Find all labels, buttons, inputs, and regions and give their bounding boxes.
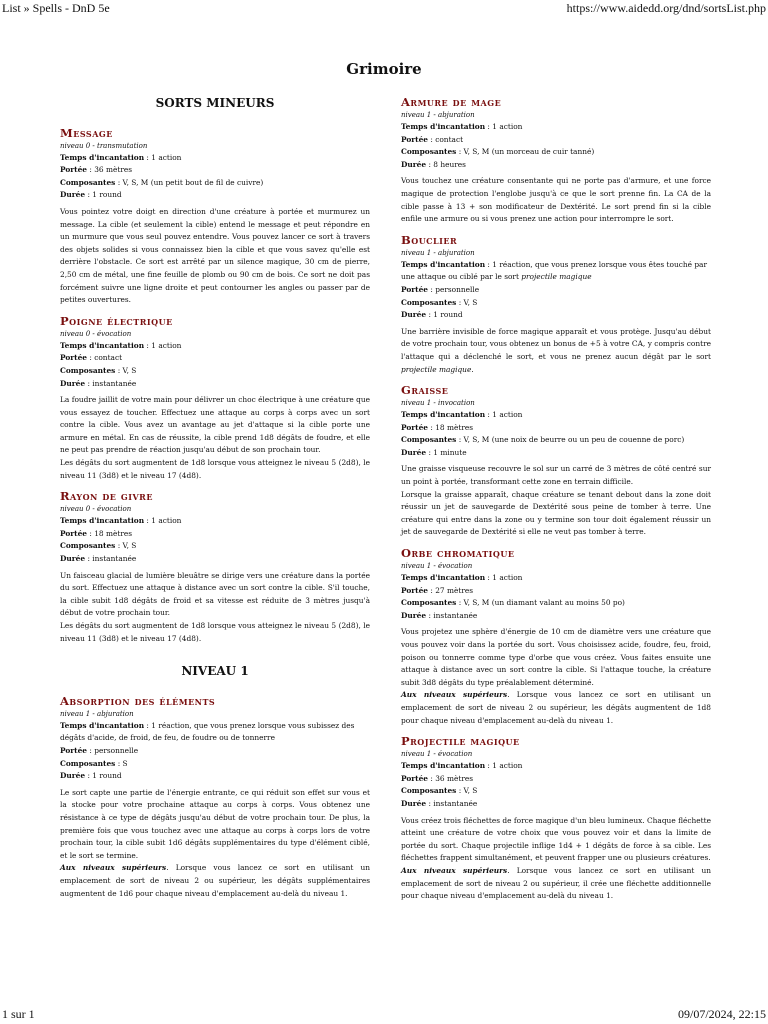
header-page-title: List » Spells - DnD 5e (2, 1, 110, 15)
left-column (60, 95, 370, 907)
spell-duration: Durée : instantanée (401, 610, 478, 620)
header-url: https://www.aidedd.org/dnd/sortsList.php (566, 1, 766, 15)
spell-level: niveau 0 - évocation (60, 505, 132, 514)
spell-card (401, 546, 711, 727)
spell-level: niveau 1 - évocation (401, 562, 473, 571)
spell-casting-time: Temps d'incantation : 1 action (60, 340, 182, 350)
spell-name[interactable]: Bouclier (401, 232, 458, 247)
spell-casting-time: Temps d'incantation : 1 action (401, 122, 523, 131)
spell-card (401, 95, 711, 226)
spell-range: Portée : contact (60, 353, 123, 363)
spell-duration: Durée : instantanée (401, 798, 478, 808)
spell-range: Portée : 18 mètres (401, 422, 474, 432)
spell-higher-levels: Aux niveaux supérieurs. Lorsque vous lancez ce sort en utilisant un emplacement de sort de niveau 2 ou supérieur, les dégâts augmentent de 1d8 pour chaque niveau d'emplacement au-delà du niveau 1. (401, 690, 711, 725)
spell-name[interactable]: Absorption des éléments (60, 693, 216, 708)
spell-components: Composantes : V, S, M (un diamant valant au moins 50 po) (401, 598, 625, 608)
spell-casting-time: Temps d'incantation : 1 action (401, 410, 523, 420)
spell-duration: Durée : 8 heures (401, 159, 466, 169)
spell-components: Composantes : V, S (60, 541, 137, 551)
spell-higher-levels: Aux niveaux supérieurs. Lorsque vous lancez ce sort en utilisant un emplacement de sort de niveau 2 ou supérieur, il crée une fléchette additionnelle pour chaque niveau d'emplacement au-delà du niveau 1. (401, 865, 711, 901)
spell-name[interactable]: Graisse (401, 383, 449, 398)
spell-components: Composantes : V, S (401, 297, 478, 307)
spell-description: Vous créez trois fléchettes de force magique d'un bleu lumineux. Chaque fléchette atteint une créature de votre choix que vous pouvez voir et dans la limite de portée du sort. Chaque projectile inflige 1d4 + 1 dégâts de force à sa cible. Les fléchettes frappent simultanément, et peuvent frapper une ou plusieurs créatures. (401, 815, 711, 863)
spell-components: Composantes : V, S (60, 365, 137, 375)
print-footer (0, 1006, 768, 1024)
spell-components: Composantes : S (60, 758, 128, 768)
spell-level: niveau 1 - évocation (401, 750, 473, 759)
spell-casting-time: Temps d'incantation : 1 action (60, 152, 182, 162)
spell-casting-time: Temps d'incantation : 1 action (401, 761, 523, 771)
spell-card (401, 233, 711, 376)
spell-higher-levels: Aux niveaux supérieurs. Lorsque vous lancez ce sort en utilisant un emplacement de sort de niveau 2 ou supérieur, les dégâts supplémentaires augmentent de 1d6 pour chaque niveau d'emplacement au-delà du niveau 1. (60, 863, 370, 898)
spell-name[interactable]: Message (60, 125, 113, 140)
spell-card (401, 734, 711, 903)
spell-description: Vous pointez votre doigt en direction d'une créature à portée et murmurez un message. La cible (et seulement la cible) entend le message et peut répondre en un murmure que vous seul pouvez entendre. Vous pouvez lancer ce sort à travers des objets solides si vous connaissez bien la cible et que vous savez qu'elle est derrière l'obstacle. Ce sort est arrêté par un silence magique, 30 cm de pierre, 2,50 cm de métal, une fine feuille de plomb ou 90 cm de bois. Ce sort ne doit pas forcément suivre une ligne droite et peut contourner les angles ou passer par de petites ouvertures. (60, 206, 370, 305)
spell-level: niveau 1 - invocation (401, 399, 475, 408)
spell-duration: Durée : 1 round (401, 310, 463, 320)
right-column (401, 95, 711, 910)
spell-description-continued: Lorsque la graisse apparaît, chaque créature se tenant debout dans la zone doit réussir un jet de sauvegarde de Dextérité sous peine de tomber à terre. Une créature qui entre dans la zone ou y termine son tour doit également réussir un jet de sauvegarde de Dextérité si elle ne veut pas tomber à terre. (401, 489, 711, 537)
section-heading-cantrips: SORTS MINEURS (155, 96, 275, 110)
spell-range: Portée : 27 mètres (401, 585, 474, 595)
spell-card (60, 489, 370, 645)
spell-level: niveau 0 - transmutation (60, 141, 148, 150)
spell-duration: Durée : 1 minute (401, 447, 467, 457)
spell-duration: Durée : instantanée (60, 554, 137, 564)
section-heading-level-1: NIVEAU 1 (181, 664, 249, 679)
spell-casting-time: Temps d'incantation : 1 action (60, 516, 182, 526)
spell-casting-time: Temps d'incantation : 1 réaction, que vous prenez lorsque vous êtes touché par une attaque ou ciblé par le sort projectile magique (401, 259, 707, 282)
spell-duration: Durée : instantanée (60, 378, 137, 388)
spell-level: niveau 1 - abjuration (401, 111, 475, 119)
page-title: Grimoire (346, 60, 422, 78)
spell-range: Portée : personnelle (401, 284, 480, 294)
spell-description-scaling: Les dégâts du sort augmentent de 1d8 lorsque vous atteignez le niveau 5 (2d8), le niveau 11 (3d8) et le niveau 17 (4d8). (60, 621, 370, 643)
page-number: 1 sur 1 (2, 1007, 35, 1021)
spell-name[interactable]: Poigne électrique (60, 313, 173, 328)
spell-range: Portée : 36 mètres (401, 773, 474, 783)
spell-level: niveau 0 - évocation (60, 329, 132, 338)
spell-description: Une barrière invisible de force magique apparaît et vous protège. Jusqu'au début de votre prochain tour, vous obtenez un bonus de +5 à votre CA, y compris contre l'attaque qui a déclenché le sort, et vous ne prenez aucun dégât par le sort projectile magique. (401, 326, 711, 374)
spell-card (60, 314, 370, 483)
spell-duration: Durée : 1 round (60, 771, 122, 781)
spell-card (60, 694, 370, 900)
spell-card (401, 383, 711, 539)
spell-description: Vous touchez une créature consentante qui ne porte pas d'armure, et une force magique de protection l'englobe jusqu'à ce que le sort prenne fin. La CA de la cible passe à 13 + son modificateur de Dextérité. Le sort prend fin si la cible enfile une armure ou si vous prenez une action pour interrompre le sort. (401, 176, 711, 224)
spell-casting-time: Temps d'incantation : 1 action (401, 573, 523, 583)
spell-name[interactable]: Armure de mage (401, 95, 502, 109)
spell-description: Une graisse visqueuse recouvre le sol sur un carré de 3 mètres de côté centré sur un point à portée, transformant cette zone en terrain difficile. (401, 464, 711, 487)
spell-level: niveau 1 - abjuration (401, 248, 475, 257)
spell-name[interactable]: Rayon de givre (60, 489, 153, 504)
spell-description: Le sort capte une partie de l'énergie entrante, ce qui réduit son effet sur vous et la stocke pour votre prochaine attaque au corps à corps. Vous obtenez une résistance à ce type de dégâts jusqu'au début de votre prochain tour. De plus, la première fois que vous touchez avec une attaque au corps à corps lors de votre prochain tour, la cible subit 1d6 dégâts supplémentaires du type d'élément ciblé, et le sort se termine. (60, 787, 370, 860)
print-header (0, 0, 768, 18)
spell-casting-time: Temps d'incantation : 1 réaction, que vous prenez lorsque vous subissez des dégâts d'acide, de froid, de feu, de foudre ou de tonnerre (60, 720, 355, 743)
spell-description: Vous projetez une sphère d'énergie de 10 cm de diamètre vers une créature que vous pouvez voir dans la portée du sort. Vous choisissez acide, foudre, feu, froid, poison ou tonnerre comme type d'orbe que vous créez. Vous faites ensuite une attaque à distance avec un sort contre la cible. Si l'attaque touche, la créature subit 3d8 dégâts du type préalablement déterminé. (401, 627, 711, 687)
spell-name[interactable]: Projectile magique (401, 734, 520, 749)
spell-name[interactable]: Orbe chromatique (401, 546, 515, 561)
spell-description: Un faisceau glacial de lumière bleuâtre se dirige vers une créature dans la portée du sort. Effectuez une attaque à distance avec un sort contre la cible. S'il touche, la cible subit 1d8 dégâts de froid et sa vitesse est réduite de 3 mètres jusqu'à début de votre prochain tour. (60, 570, 370, 618)
spell-range: Portée : personnelle (60, 745, 139, 755)
spell-components: Composantes : V, S, M (un petit bout de fil de cuivre) (60, 177, 264, 187)
spell-components: Composantes : V, S, M (une noix de beurre ou un peu de couenne de porc) (401, 435, 685, 445)
spell-range: Portée : contact (401, 134, 464, 144)
spell-duration: Durée : 1 round (60, 190, 122, 200)
spell-level: niveau 1 - abjuration (60, 709, 134, 718)
spell-range: Portée : 18 mètres (60, 528, 133, 538)
spell-components: Composantes : V, S (401, 786, 478, 796)
print-timestamp: 09/07/2024, 22:15 (677, 1007, 766, 1021)
spell-card (60, 126, 370, 307)
spell-range: Portée : 36 mètres (60, 165, 133, 175)
spell-description-scaling: Les dégâts du sort augmentent de 1d8 lorsque vous atteignez le niveau 5 (2d8), le niveau 11 (3d8) et le niveau 17 (4d8). (60, 458, 370, 480)
spell-description: La foudre jaillit de votre main pour délivrer un choc électrique à une créature que vous essayez de toucher. Effectuez une attaque au corps à corps avec un sort contre la cible. Vous avez un avantage au jet d'attaque si la cible porte une armure en métal. En cas de réussite, la cible prend 1d8 dégâts de foudre, et elle ne peut pas prendre de réaction jusqu'au début de son prochain tour. (60, 395, 370, 455)
spell-components: Composantes : V, S, M (un morceau de cuir tanné) (401, 147, 595, 157)
